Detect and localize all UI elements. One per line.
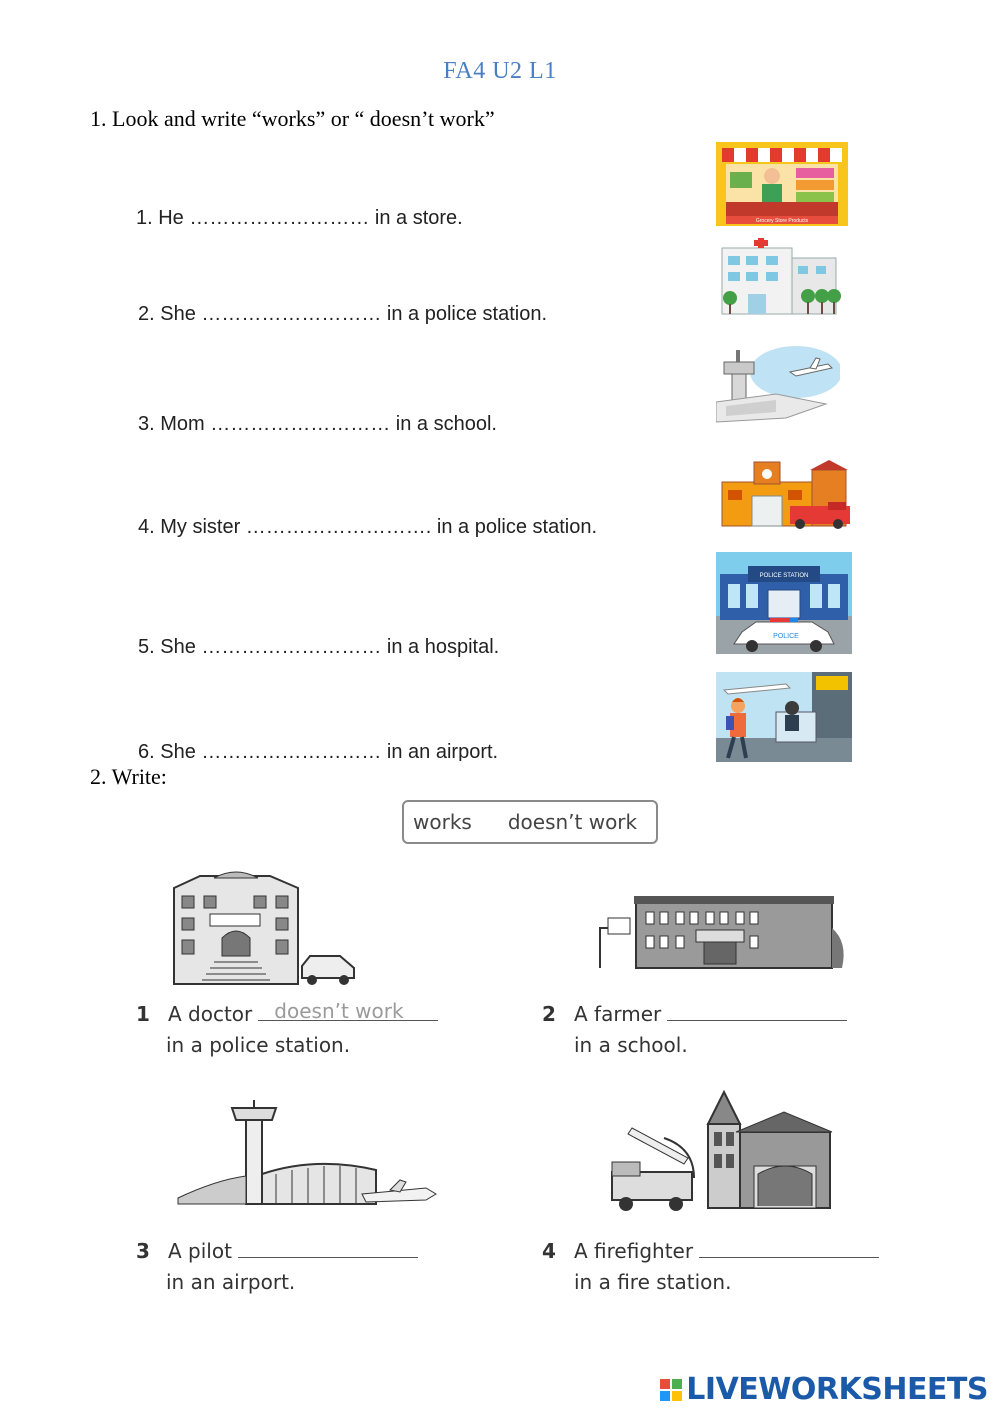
exercise-item-3-line2: in an airport.	[166, 1270, 296, 1294]
exercise-item-4	[542, 1239, 879, 1263]
exercise-item-1-line2: in a police station.	[166, 1033, 351, 1057]
answer-text: doesn’t work	[274, 999, 404, 1023]
sentence-6[interactable]: 6. She ……………………… in an airport.	[138, 741, 499, 761]
answer-blank[interactable]	[238, 1239, 418, 1258]
item-number: 1	[136, 1002, 150, 1026]
police-station-picture	[716, 552, 852, 654]
word-bank-doesnt-work: doesn’t work	[507, 810, 638, 834]
exercise-item-3	[136, 1239, 418, 1263]
answer-blank[interactable]	[699, 1239, 879, 1258]
word-bank-works: works	[413, 810, 472, 834]
airport-sketch	[176, 1100, 438, 1210]
section1-heading: 1. Look and write “works” or “ doesn’t work”	[90, 106, 495, 131]
item-subject: A doctor	[168, 1002, 253, 1026]
store-sign-text: Grocery Store Products	[755, 218, 809, 224]
store-picture	[716, 142, 848, 226]
item-number: 4	[542, 1239, 556, 1263]
brand-name: LIVEWORKSHEETS	[686, 1372, 988, 1407]
sentence-3[interactable]: 3. Mom ……………………… in a school.	[138, 413, 497, 435]
liveworksheets-icon	[660, 1379, 682, 1401]
fire-station-sketch	[604, 1088, 836, 1214]
answer-blank[interactable]	[667, 1002, 847, 1021]
answer-blank[interactable]	[258, 999, 438, 1023]
exercise-item-2	[542, 1002, 847, 1026]
item-subject: A farmer	[574, 1002, 662, 1026]
item-number: 2	[542, 1002, 556, 1026]
sentence-2[interactable]: 2. She ……………………… in a police station.	[138, 303, 548, 325]
school-sketch	[598, 892, 850, 972]
word-bank	[402, 800, 658, 844]
item-number: 3	[136, 1239, 150, 1263]
exercise-item-1	[136, 999, 438, 1026]
hospital-picture	[716, 238, 842, 318]
item-subject: A pilot	[168, 1239, 232, 1263]
sentence-4[interactable]: 4. My sister ………………………. in a police station.	[138, 516, 598, 538]
airport-checkin-picture	[716, 672, 852, 762]
sentence-1[interactable]: 1. He ……………………… in a store.	[136, 207, 463, 229]
section2-heading: 2. Write:	[90, 764, 167, 789]
police-car-text: POLICE	[773, 633, 799, 640]
airport-picture	[716, 342, 840, 426]
item-subject: A firefighter	[574, 1239, 694, 1263]
page-title: FA4 U2 L1	[443, 58, 557, 84]
exercise-item-2-line2: in a school.	[574, 1033, 688, 1057]
liveworksheets-logo[interactable]	[660, 1372, 988, 1407]
exercise-item-4-line2: in a fire station.	[574, 1270, 732, 1294]
police-sign-text: POLICE STATION	[759, 573, 809, 579]
police-station-sketch	[170, 866, 360, 988]
fire-station-picture	[716, 456, 860, 530]
sentence-5[interactable]: 5. She ……………………… in a hospital.	[138, 636, 500, 658]
